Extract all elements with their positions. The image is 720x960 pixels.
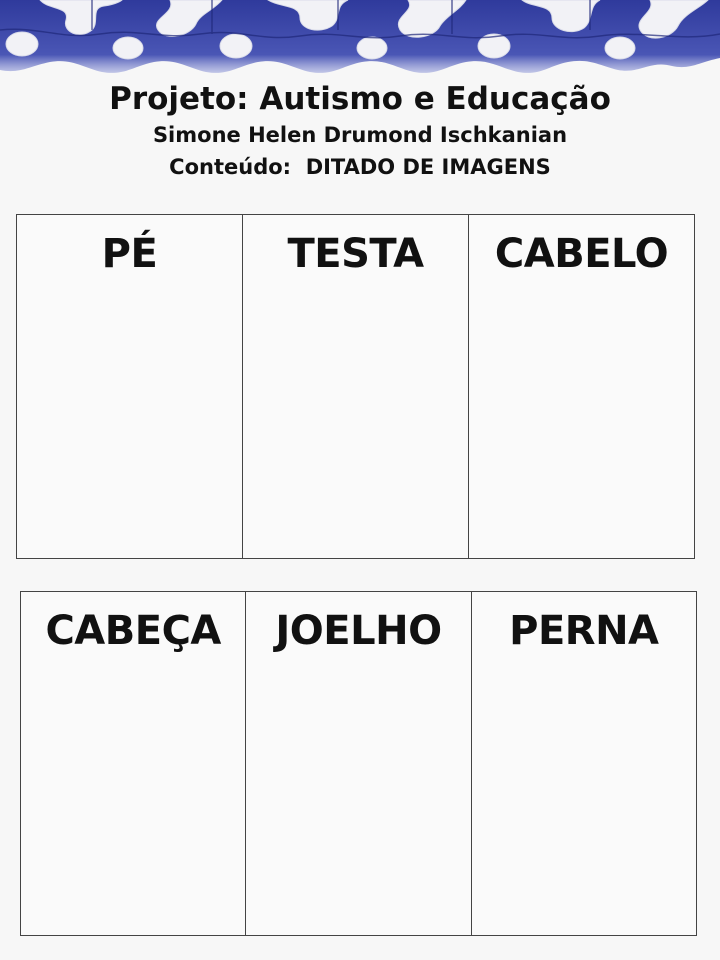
drawing-area[interactable] (484, 672, 684, 923)
page-title: Projeto: Autismo e Educação (109, 81, 611, 117)
drawing-area[interactable] (33, 672, 233, 923)
word-label: CABEÇA (45, 608, 221, 654)
content-label: Conteúdo: (169, 155, 292, 179)
word-grid-row-2 (20, 591, 697, 936)
word-label: JOELHO (275, 608, 442, 654)
word-cell (469, 215, 694, 558)
word-label: PERNA (509, 608, 659, 654)
word-label: PÉ (101, 231, 158, 277)
word-cell (246, 592, 471, 935)
word-cell (472, 592, 696, 935)
author-name: Simone Helen Drumond Ischkanian (152, 123, 568, 147)
drawing-area[interactable] (481, 295, 682, 546)
word-grid-row-1 (16, 214, 695, 559)
page-header (0, 78, 720, 184)
word-label: CABELO (494, 231, 669, 277)
word-cell (21, 592, 246, 935)
word-label: TESTA (287, 231, 424, 277)
drawing-area[interactable] (258, 672, 458, 923)
word-cell (17, 215, 243, 558)
content-line (0, 150, 720, 184)
drawing-area[interactable] (255, 295, 456, 546)
word-cell (243, 215, 469, 558)
drawing-area[interactable] (29, 295, 230, 546)
content-value: DITADO DE IMAGENS (305, 155, 551, 179)
